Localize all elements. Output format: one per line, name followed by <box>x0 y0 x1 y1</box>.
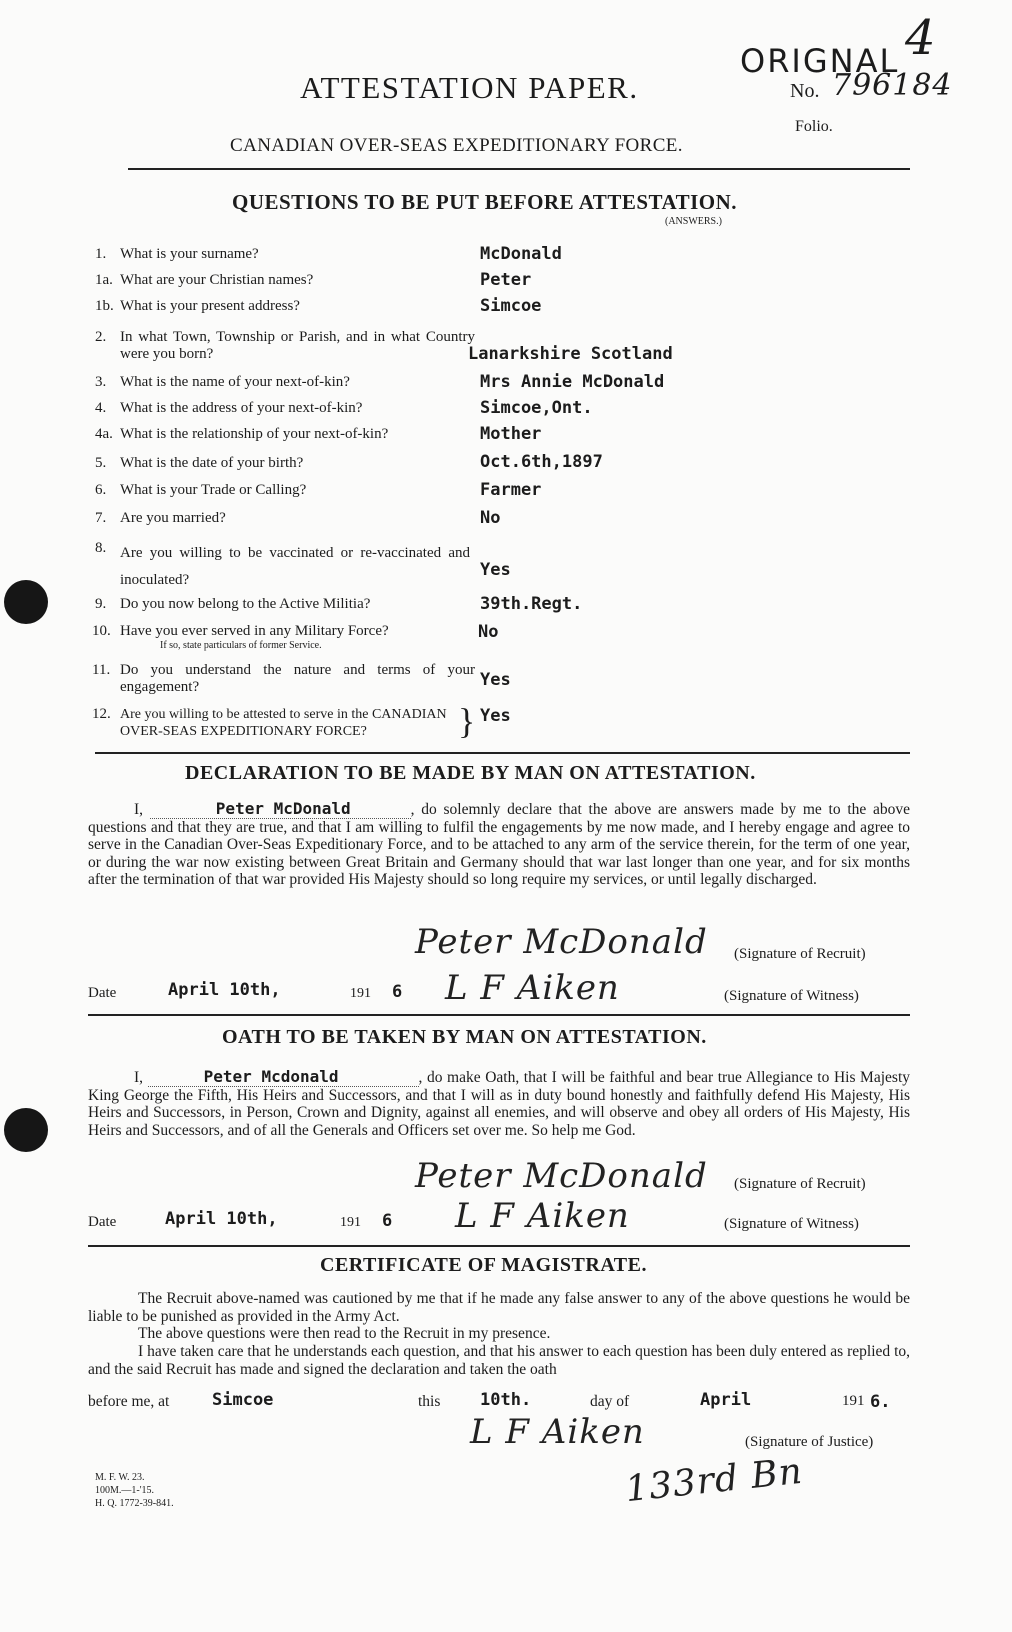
regimental-number: 796184 <box>832 68 953 103</box>
magistrate-month: April <box>700 1390 752 1410</box>
answer: Oct.6th,1897 <box>480 452 603 472</box>
answer: McDonald <box>480 244 562 264</box>
question-number: 1a. <box>95 272 113 288</box>
witness-signature-label: (Signature of Witness) <box>724 988 859 1004</box>
recruit-signature-declaration: Peter McDonald <box>415 922 708 962</box>
answers-label: (ANSWERS.) <box>665 216 722 227</box>
before-label: before me, at <box>88 1393 170 1410</box>
question-number: 6. <box>95 482 107 498</box>
answer: Simcoe <box>480 296 542 316</box>
justice-signature-label: (Signature of Justice) <box>745 1434 874 1450</box>
declaration-heading: DECLARATION TO BE MADE BY MAN ON ATTESTATION. <box>185 762 756 784</box>
declaration-text <box>88 800 910 889</box>
witness-signature-oath: L F Aiken <box>455 1196 630 1236</box>
unit-annotation: 133rd Bn <box>623 1450 805 1511</box>
witness-signature-label: (Signature of Witness) <box>724 1216 859 1232</box>
subtitle: CANADIAN OVER-SEAS EXPEDITIONARY FORCE. <box>230 135 683 156</box>
justice-signature: L F Aiken <box>470 1412 645 1452</box>
question-text: Are you married? <box>120 510 226 526</box>
declaration-body: , do solemnly declare that the above are answers made by me to the above questions and that they are true, and that I am willing to fulfil the engagements by me now made, and I hereby engage and agree to serve in the Canadian Over-Seas Expeditionary Force, and to be attached to any arm of the service therein, for the term of one year, or during the war now existing between Great Britain and Germany should that war last longer than one year, and for six months after the termination of that war provided His Majesty should so long require my services, or until legally discharged. <box>88 801 911 888</box>
answer: Peter <box>480 270 532 290</box>
oath-date: April 10th, <box>165 1209 278 1229</box>
certificate-para-3: I have taken care that he understands each question, and that his answer to each question has been duly entered as replied to, and the said Recruit has made and signed the declaration and taken the oath <box>88 1343 910 1378</box>
date-label: Date <box>88 985 117 1001</box>
divider <box>88 1245 910 1247</box>
question-number: 2. <box>95 329 107 345</box>
recruit-signature-label: (Signature of Recruit) <box>734 946 866 962</box>
question-text: Are you willing to be vaccinated or re-vaccinated and inoculated? <box>120 545 470 588</box>
answer: Simcoe,Ont. <box>480 398 593 418</box>
question-number: 3. <box>95 374 107 390</box>
declaration-date: April 10th, <box>168 980 281 1000</box>
answer: Farmer <box>480 480 542 500</box>
footer-line: H. Q. 1772-39-841. <box>95 1498 174 1509</box>
question-text: Do you understand the nature and terms of your engagement? <box>120 662 475 695</box>
question-number: 5. <box>95 455 107 471</box>
question-text: What is the address of your next-of-kin? <box>120 400 363 416</box>
questions-heading: QUESTIONS TO BE PUT BEFORE ATTESTATION. <box>232 190 737 214</box>
dayof-label: day of <box>590 1393 630 1410</box>
oath-name: Peter Mcdonald <box>148 1068 419 1087</box>
certificate-para-1: The Recruit above-named was cautioned by me that if he made any false answer to any of the above questions he would be liable to be punished as provided in the Army Act. <box>88 1290 910 1325</box>
question-text: Have you ever served in any Military Force? <box>120 623 389 639</box>
question-number: 12. <box>92 706 111 722</box>
year-suffix: 6. <box>870 1392 891 1412</box>
question-text: What is your present address? <box>120 298 300 314</box>
footer-line: M. F. W. 23. <box>95 1472 145 1483</box>
date-label: Date <box>88 1214 117 1230</box>
answer: No <box>478 622 499 642</box>
question-number: 7. <box>95 510 107 526</box>
question-number: 1. <box>95 246 107 262</box>
year-prefix: 191 <box>340 1215 361 1230</box>
year-suffix: 6 <box>382 1211 393 1231</box>
folio-number: 4 <box>905 10 936 66</box>
punch-hole-bottom <box>4 1108 48 1152</box>
answer: Yes <box>480 560 511 580</box>
answer: Yes <box>480 670 511 690</box>
magistrate-place: Simcoe <box>212 1390 274 1410</box>
question-text: Do you now belong to the Active Militia? <box>120 596 371 612</box>
question-number: 11. <box>92 662 111 678</box>
this-label: this <box>418 1393 441 1410</box>
folio-label: Folio. <box>795 118 833 135</box>
answer: Lanarkshire Scotland <box>468 344 673 364</box>
declaration-pronoun: I, <box>134 801 144 818</box>
answer: Mother <box>480 424 542 444</box>
answer: Mrs Annie McDonald <box>480 372 665 392</box>
certificate-para-2: The above questions were then read to the Recruit in my presence. <box>138 1325 551 1342</box>
year-prefix: 191 <box>350 986 371 1001</box>
question-text: What is the relationship of your next-of-kin? <box>120 426 389 442</box>
magistrate-day: 10th. <box>480 1390 532 1410</box>
question-text: What is your surname? <box>120 246 259 262</box>
divider <box>95 752 910 754</box>
page-title: ATTESTATION PAPER. <box>300 70 639 105</box>
divider <box>128 168 910 170</box>
certificate-heading: CERTIFICATE OF MAGISTRATE. <box>320 1254 647 1276</box>
question-number: 4a. <box>95 426 113 442</box>
question-text: What are your Christian names? <box>120 272 314 288</box>
oath-text <box>88 1068 910 1139</box>
answer: No <box>480 508 501 528</box>
question-text: Are you willing to be attested to serve in the CANADIAN OVER-SEAS EXPEDITIONARY FORCE? <box>120 707 447 739</box>
question-number: 9. <box>95 596 107 612</box>
footer-line: 100M.—1-'15. <box>95 1485 155 1496</box>
stamp-original: ORIGNAL <box>740 42 900 80</box>
answer: 39th.Regt. <box>480 594 583 614</box>
oath-pronoun: I, <box>134 1069 144 1086</box>
oath-heading: OATH TO BE TAKEN BY MAN ON ATTESTATION. <box>222 1026 707 1048</box>
divider <box>88 1014 910 1016</box>
question-text: What is your Trade or Calling? <box>120 482 307 498</box>
number-label: No. <box>790 80 820 102</box>
question-text: What is the name of your next-of-kin? <box>120 374 350 390</box>
brace: } <box>458 701 476 741</box>
question-note: If so, state particulars of former Service. <box>160 640 322 651</box>
answer: Yes <box>480 706 511 726</box>
year-suffix: 6 <box>392 982 403 1002</box>
question-text: In what Town, Township or Parish, and in what Country were you born? <box>120 329 475 362</box>
question-text: What is the date of your birth? <box>120 455 304 471</box>
declaration-name: Peter McDonald <box>150 800 411 819</box>
question-number: 1b. <box>95 298 114 314</box>
year-prefix: 191 <box>842 1393 865 1409</box>
recruit-signature-oath: Peter McDonald <box>415 1156 708 1196</box>
recruit-signature-label: (Signature of Recruit) <box>734 1176 866 1192</box>
question-number: 4. <box>95 400 107 416</box>
oath-body: , do make Oath, that I will be faithful and bear true Allegiance to His Majesty King George the Fifth, His Heirs and Successors, and that I will as in duty bound honestly and faithfully defend His Majesty, His Heirs and Successors, in Person, Crown and Dignity, against all enemies, and will observe and obey all orders of His Majesty, His Heirs and Successors, and of all the Generals and Officers set over me. So help me God. <box>88 1069 910 1139</box>
question-number: 10. <box>92 623 111 639</box>
question-number: 8. <box>95 540 107 556</box>
witness-signature-declaration: L F Aiken <box>445 968 620 1008</box>
punch-hole-top <box>4 580 48 624</box>
